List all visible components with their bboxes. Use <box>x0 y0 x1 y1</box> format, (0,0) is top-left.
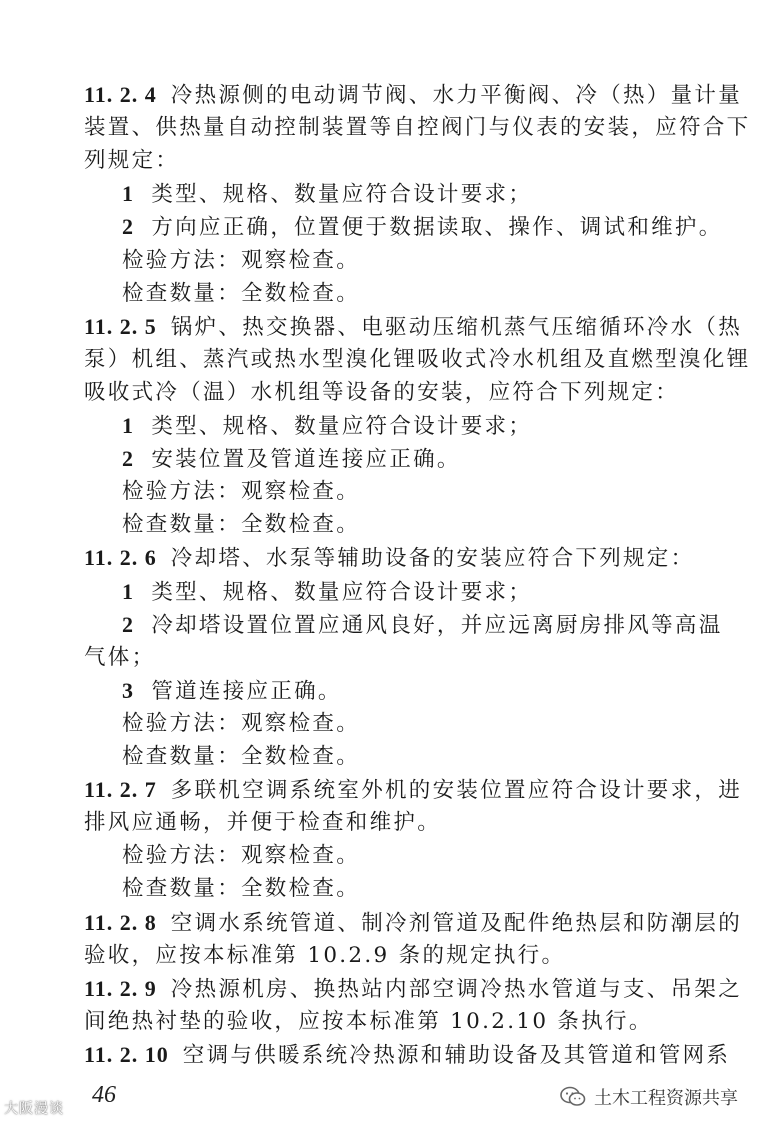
text-line <box>0 177 768 210</box>
clause-text: 空调水系统管道、制冷剂管道及配件绝热层和防潮层的 <box>170 910 742 936</box>
text-line <box>0 575 768 608</box>
clause-text: 检验方法：观察检查。 <box>122 247 361 273</box>
clause-text: 检查数量：全数检查。 <box>122 280 361 306</box>
text-line <box>0 674 768 707</box>
item-number: 2 <box>122 214 136 240</box>
text-line <box>0 508 768 541</box>
item-text: 管道连接应正确。 <box>151 678 342 704</box>
item-text: 类型、规格、数量应符合设计要求； <box>151 182 533 208</box>
clause-text: 冷热源侧的电动调节阀、水力平衡阀、冷（热）量计量 <box>170 83 742 108</box>
item-number: 1 <box>122 413 136 438</box>
text-line <box>0 111 768 144</box>
text-line <box>0 740 768 773</box>
text-line <box>0 608 768 641</box>
clause-text: 多联机空调系统室外机的安装位置应符合设计要求，进 <box>170 778 742 804</box>
text-line <box>0 872 768 905</box>
clause-text: 冷热源机房、换热站内部空调冷热水管道与支、吊架之 <box>170 976 742 1002</box>
clause-number: 11. 2. 4 <box>84 82 157 107</box>
clause-text: 检查数量：全数检查。 <box>122 744 361 769</box>
item-text: 类型、规格、数量应符合设计要求； <box>151 414 533 439</box>
text-line <box>0 277 768 310</box>
item-text: 类型、规格、数量应符合设计要求； <box>151 579 533 605</box>
item-text: 安装位置及管道连接应正确。 <box>151 447 461 473</box>
watermark-right <box>560 1080 738 1114</box>
item-text: 气体； <box>84 644 156 670</box>
clause-text: 空调与供暖系统冷热源和辅助设备及其管道和管网系 <box>182 1042 731 1068</box>
item-number: 2 <box>122 611 136 637</box>
watermark-left <box>4 1098 64 1118</box>
text-line <box>0 1038 768 1071</box>
item-number: 1 <box>122 578 136 604</box>
text-line <box>0 541 768 574</box>
text-line <box>0 906 768 939</box>
text-line <box>0 641 768 674</box>
item-text: 方向应正确，位置便于数据读取、操作、调试和维护。 <box>151 215 723 241</box>
text-line <box>0 806 768 839</box>
clause-text: 检验方法：观察检查。 <box>122 710 361 736</box>
clause-text: 列规定： <box>84 148 180 174</box>
clause-text: 冷却塔、水泵等辅助设备的安装应符合下列规定： <box>170 546 695 572</box>
clause-text: 吸收式冷（温）水机组等设备的安装，应符合下列规定： <box>84 379 680 405</box>
item-number: 3 <box>122 677 136 703</box>
clause-text: 装置、供热量自动控制装置等自控阀门与仪表的安装，应符合下 <box>84 115 751 141</box>
text-line <box>0 939 768 972</box>
text-line <box>0 442 768 475</box>
text-line <box>0 310 768 343</box>
watermark-left-text: 大阪漫谈 <box>4 1100 64 1116</box>
clause-text: 验收，应按本标准第 10.2.9 条的规定执行。 <box>84 942 566 968</box>
wechat-icon <box>560 1086 586 1108</box>
clause-number: 11. 2. 6 <box>84 545 157 571</box>
text-line <box>0 773 768 806</box>
item-number: 2 <box>122 446 136 472</box>
text-line <box>0 244 768 277</box>
clause-text: 检查数量：全数检查。 <box>122 876 361 902</box>
clause-text: 检查数量：全数检查。 <box>122 512 361 538</box>
text-line <box>0 475 768 508</box>
text-line <box>0 78 768 111</box>
clause-number: 11. 2. 9 <box>84 975 157 1001</box>
clause-text: 锅炉、热交换器、电驱动压缩机蒸气压缩循环冷水（热 <box>170 314 742 340</box>
clause-number: 11. 2. 10 <box>84 1041 169 1067</box>
text-line <box>0 343 768 376</box>
text-line <box>0 707 768 740</box>
text-line <box>0 1005 768 1038</box>
text-line <box>0 210 768 243</box>
item-number: 1 <box>122 181 136 207</box>
watermark-right-text: 土木工程资源共享 <box>594 1088 738 1109</box>
clause-text: 检验方法：观察检查。 <box>122 843 361 869</box>
text-line <box>0 144 768 177</box>
clause-number: 11. 2. 7 <box>84 777 157 803</box>
text-line <box>0 376 768 409</box>
clause-number: 11. 2. 8 <box>84 909 157 935</box>
text-line <box>0 409 768 442</box>
clause-number: 11. 2. 5 <box>84 313 157 339</box>
clause-text: 泵）机组、蒸汽或热水型溴化锂吸收式冷水机组及直燃型溴化锂 <box>84 346 751 372</box>
clause-text: 排风应通畅，并便于检查和维护。 <box>84 810 442 836</box>
text-line <box>0 839 768 872</box>
text-line <box>0 972 768 1005</box>
page-number: 46 <box>92 1082 116 1108</box>
clause-text: 间绝热衬垫的验收，应按本标准第 10.2.10 条执行。 <box>84 1008 653 1034</box>
clause-text: 检验方法：观察检查。 <box>122 479 361 505</box>
item-text: 冷却塔设置位置应通风良好，并应远离厨房排风等高温 <box>151 612 723 638</box>
